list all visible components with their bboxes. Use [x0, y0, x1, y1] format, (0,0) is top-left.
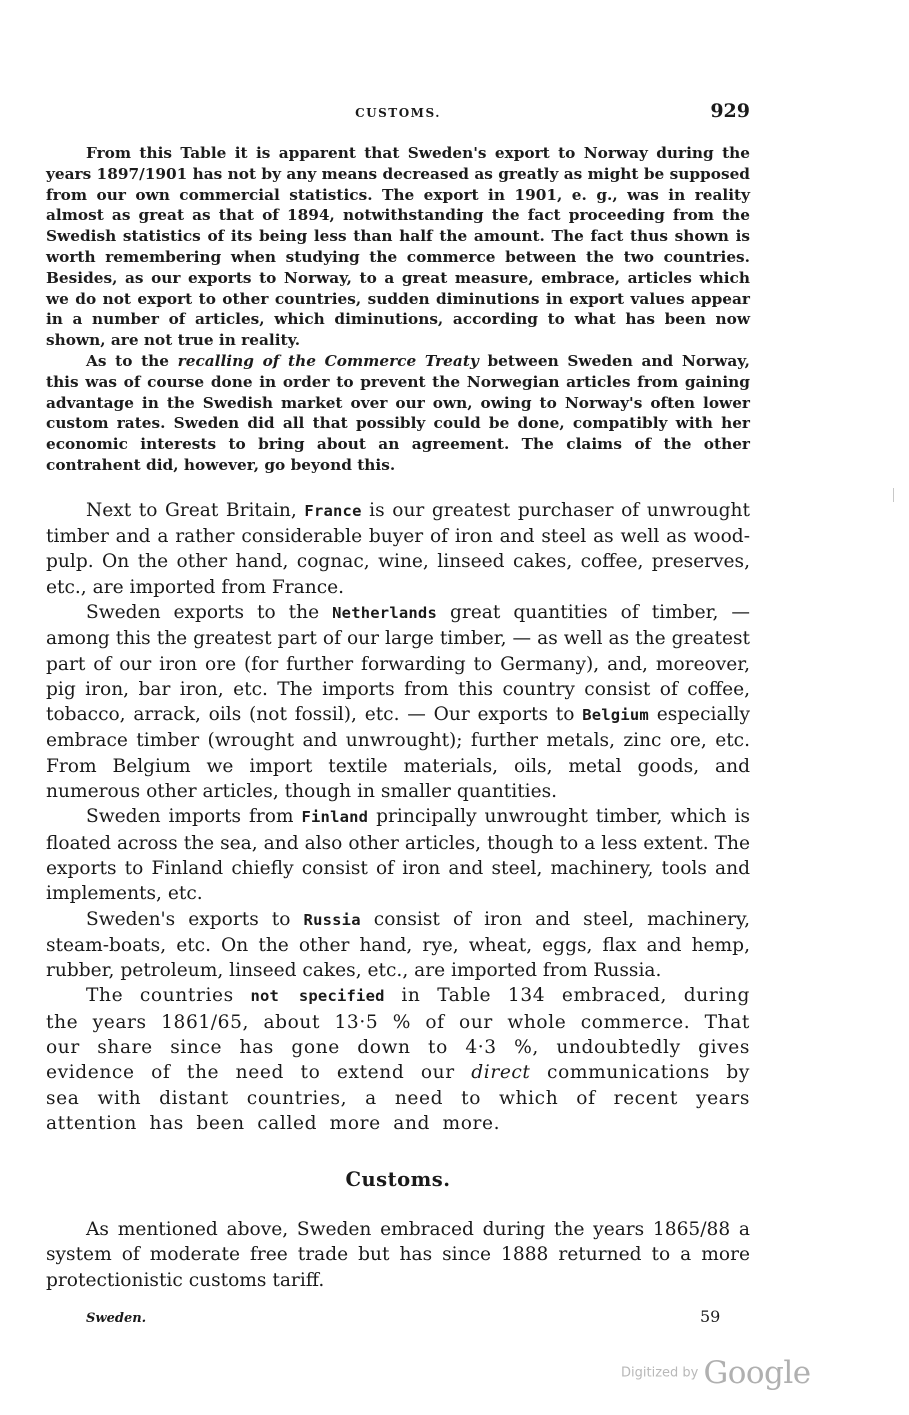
country-finland: Finland [301, 808, 369, 827]
page-number: 929 [710, 100, 750, 122]
running-header [46, 96, 750, 126]
text-span: consist of iron and steel, machinery, steam-boats, etc. On the other hand, rye, wheat, eggs, flax and hemp, rubber, petroleum, linseed cakes, etc., are imported from Russia. [46, 908, 750, 982]
text-span: between Sweden and Norway, this was of course done in order to prevent the Norwegian articles from gaining advantage in the Swedish market over our own, owing to Norway's often lower custom rates. Sweden did all that possibly could be done, compatibly with her economic interests to bring about an agreement. The claims of the other contrahent did, however, go beyond this. [46, 351, 750, 474]
watermark-prefix: Digitized by [621, 1365, 699, 1381]
signature-mark: Sweden. [86, 1311, 147, 1327]
paragraph-russia [46, 907, 750, 984]
book-page [46, 96, 750, 1335]
country-belgium: Belgium [582, 706, 649, 725]
paragraph-not-specified [46, 983, 750, 1136]
country-russia: Russia [303, 910, 361, 929]
text-span: The countries [86, 985, 251, 1007]
text-span: communications by sea with distant countries, a need to which of recent years attention has been called more and more. [46, 1062, 750, 1134]
not-specified-label: not specified [250, 987, 385, 1006]
paragraph-netherlands-belgium [46, 600, 750, 804]
text-span: is our greatest purchaser of unwrought timber and a rather considerable buyer of iron and steel as well as wood-pulp. On the other hand, cognac, wine, linseed cakes, coffee, preserves, etc., are imported from France. [46, 499, 751, 598]
main-text-section [46, 498, 750, 1136]
text-span: in Table 134 embraced, during the years 1861/65, about 13·5 % of our whole commerce. That our share since has gone down to 4·3 %, undoubtedly gives evidence of the need to extend our [46, 985, 750, 1084]
text-span: Sweden's exports to [86, 908, 304, 930]
italic-phrase: recalling of the Commerce Treaty [177, 351, 479, 370]
text-span: principally unwrought timber, which is floated across the sea, and also other articles, though to a less extent. The exports to Finland chiefly consist of iron and steel, machinery, tools and implements, etc. [46, 806, 750, 905]
text-span: great quantities of timber, — among this the greatest part of our large timber, — as well as the greatest part of our iron ore (for further forwarding to Germany), and, moreover, pig iron, bar iron, etc. The imports from this country consist of coffee, tobacco, arrack, oils (not fossil), etc. — Our exports to [46, 601, 750, 726]
paragraph-customs-tariff: As mentioned above, Sweden embraced during the years 1865/88 a system of moderate free trade but has since 1888 returned to a more protectionistic customs tariff. [46, 1219, 750, 1291]
paragraph-finland [46, 804, 750, 906]
paragraph-france [46, 498, 750, 600]
country-netherlands: Netherlands [332, 603, 437, 622]
text-span: Sweden exports to the [86, 601, 333, 623]
page-footer [46, 1305, 750, 1335]
italic-word: direct [471, 1062, 531, 1084]
customs-section [46, 1217, 750, 1293]
country-france: France [304, 501, 362, 520]
text-span: Sweden imports from [86, 806, 302, 828]
text-span: especially embrace timber (wrought and unwrought); further metals, zinc ore, etc. From Belgium we import textile materials, oils, metal goods, and numerous other articles, though in smaller quantities. [46, 704, 750, 803]
paragraph-commerce-treaty [46, 351, 750, 476]
watermark-logo: Google [703, 1355, 811, 1391]
sheet-number: 59 [700, 1307, 721, 1327]
margin-mark [893, 488, 894, 502]
paragraph-norway-export: From this Table it is apparent that Sweden's export to Norway during the years 1897/1901 has not by any means decreased as greatly as might be supposed from our own commercial statistics. The export in 1901, e. g., was in reality almost as great as that of 1894, notwithstanding the fact proceeding from the Swedish statistics of its being less than half the amount. The fact thus shown is worth remembering when studying the commerce between the two countries. Besides, as our exports to Norway, to a great measure, embrace, articles which we do not export to other countries, sudden diminutions in export values appear in a number of articles, which diminutions, according to what has been now shown, are not true in reality. [46, 144, 750, 350]
text-span: Next to Great Britain, [86, 499, 305, 521]
text-span: As to the [86, 351, 178, 370]
running-title: CUSTOMS. [355, 106, 441, 120]
section-heading-customs: Customs. [345, 1168, 451, 1192]
digitization-watermark [621, 1355, 811, 1391]
small-print-section [46, 143, 750, 476]
